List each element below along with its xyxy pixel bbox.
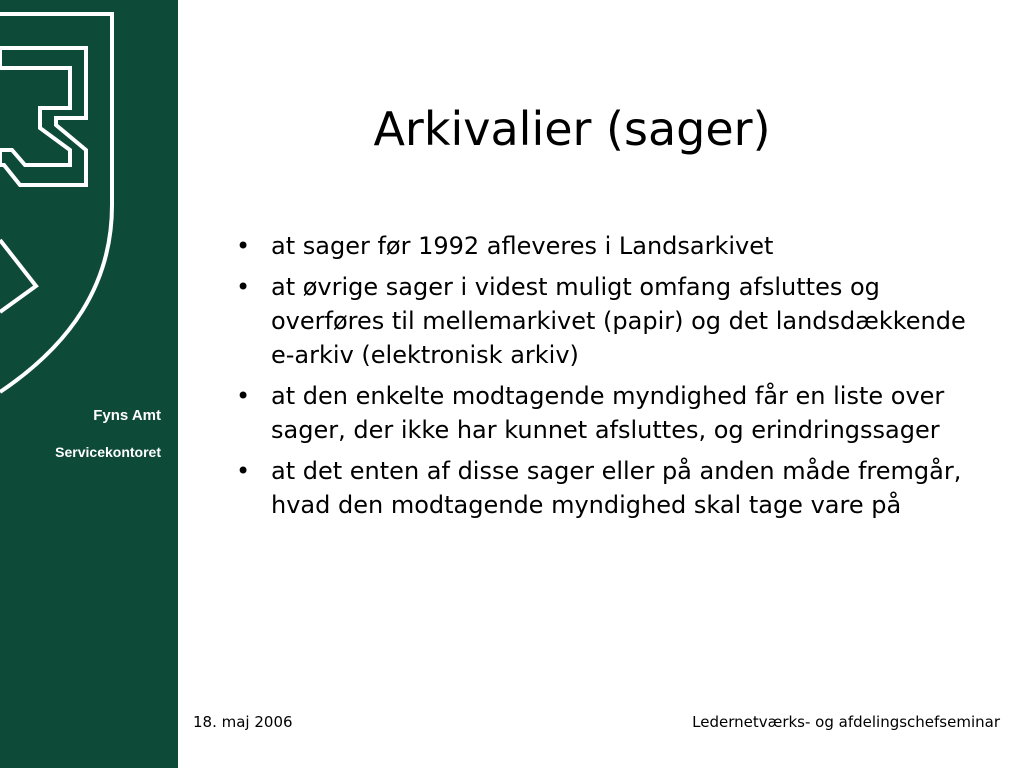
bullet-dot-icon: •: [236, 457, 251, 485]
org-department: Servicekontoret: [55, 444, 161, 460]
bullet-text: at øvrige sager i videst muligt omfang afsluttes og overføres til mellemarkivet (papir) og det landsdækkende e-arkiv (elektronisk arkiv): [271, 273, 966, 369]
crest-icon: [0, 0, 178, 400]
bullet-text: at den enkelte modtagende myndighed får en liste over sager, der ikke har kunnet afsluttes, og erindringssager: [271, 382, 945, 444]
bullet-text: at sager før 1992 afleveres i Landsarkivet: [271, 232, 774, 260]
bullet-list: [236, 229, 976, 529]
bullet-dot-icon: •: [236, 382, 251, 410]
bullet-item: [236, 379, 976, 447]
bullet-dot-icon: •: [236, 273, 251, 301]
footer-event-title: Ledernetværks- og afdelingschefseminar: [692, 713, 1000, 731]
org-name: Fyns Amt: [93, 407, 161, 424]
sidebar: [0, 0, 178, 768]
footer-date: 18. maj 2006: [193, 713, 293, 731]
bullet-text: at det enten af disse sager eller på anden måde fremgår, hvad den modtagende myndighed skal tage vare på: [271, 457, 962, 519]
bullet-dot-icon: •: [236, 232, 251, 260]
bullet-item: [236, 270, 976, 372]
slide-title: Arkivalier (sager): [373, 102, 771, 156]
bullet-item: [236, 454, 976, 522]
bullet-item: [236, 229, 976, 263]
